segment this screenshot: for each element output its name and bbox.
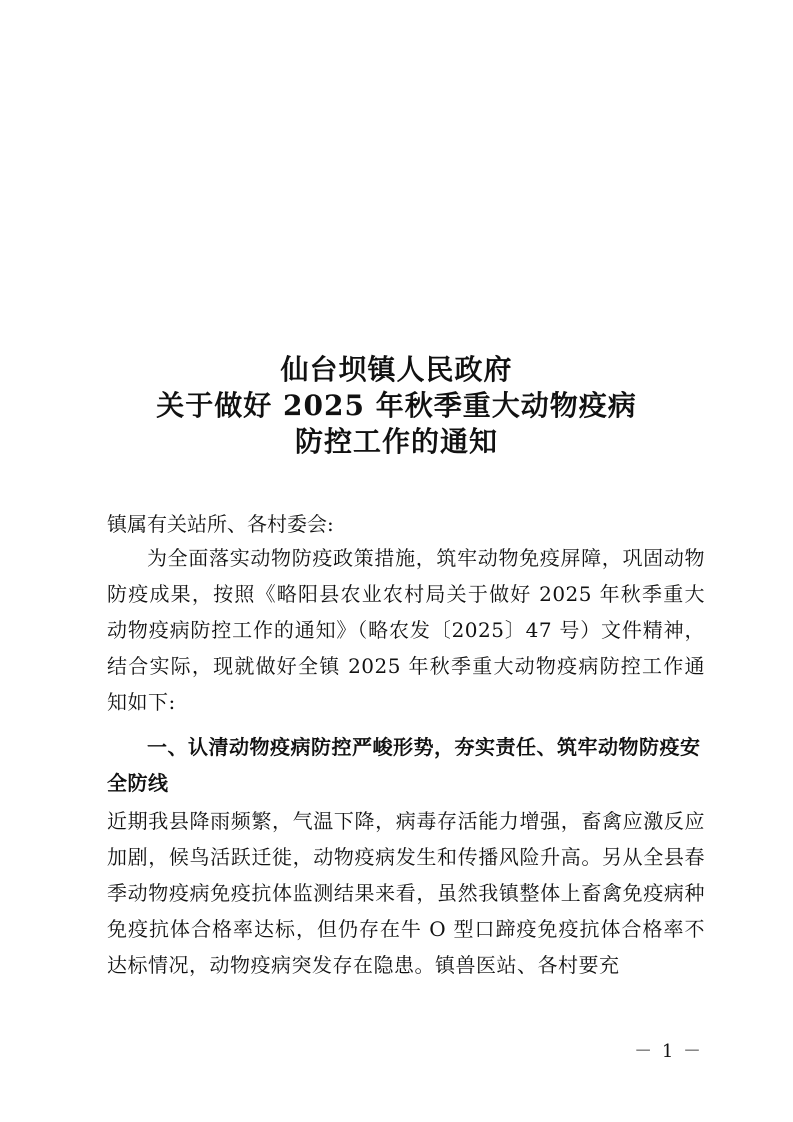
section-heading-1: 一、认清动物疫病防控严峻形势，夯实责任、筑牢动物防疫安全防线 (107, 735, 701, 795)
title-line-3: 防控工作的通知 (294, 425, 498, 458)
addressee: 镇属有关站所、各村委会: (107, 512, 334, 536)
document-title (0, 352, 793, 460)
title-line-2: 关于做好 2025 年秋季重大动物疫病 (156, 389, 637, 422)
section-1-paragraph: 近期我县降雨频繁，气温下降，病毒存活能力增强，畜禽应激反应加剧，候鸟活跃迁徙，动物疫病发生和传播风险升高。另从全县春季动物疫病免疫抗体监测结果来看，虽然我镇整体上畜禽免疫病种免疫抗体合格率达标，但仍存在牛 O 型口蹄疫免疫抗体合格率不达标情况，动物疫病突发存在隐患。镇兽医站、各村要充 (107, 809, 705, 977)
title-line-1: 仙台坝镇人民政府 (280, 353, 513, 386)
intro-paragraph: 为全面落实动物防疫政策措施，筑牢动物免疫屏障，巩固动物防疫成果，按照《略阳县农业农村局关于做好 2025 年秋季重大动物疫病防控工作的通知》（略农发〔2025〕47 号）文件精神，结合实际，现就做好全镇 2025 年秋季重大动物疫病防控工作通知如下: (107, 546, 705, 714)
page-number: － 1 － (634, 1041, 703, 1062)
